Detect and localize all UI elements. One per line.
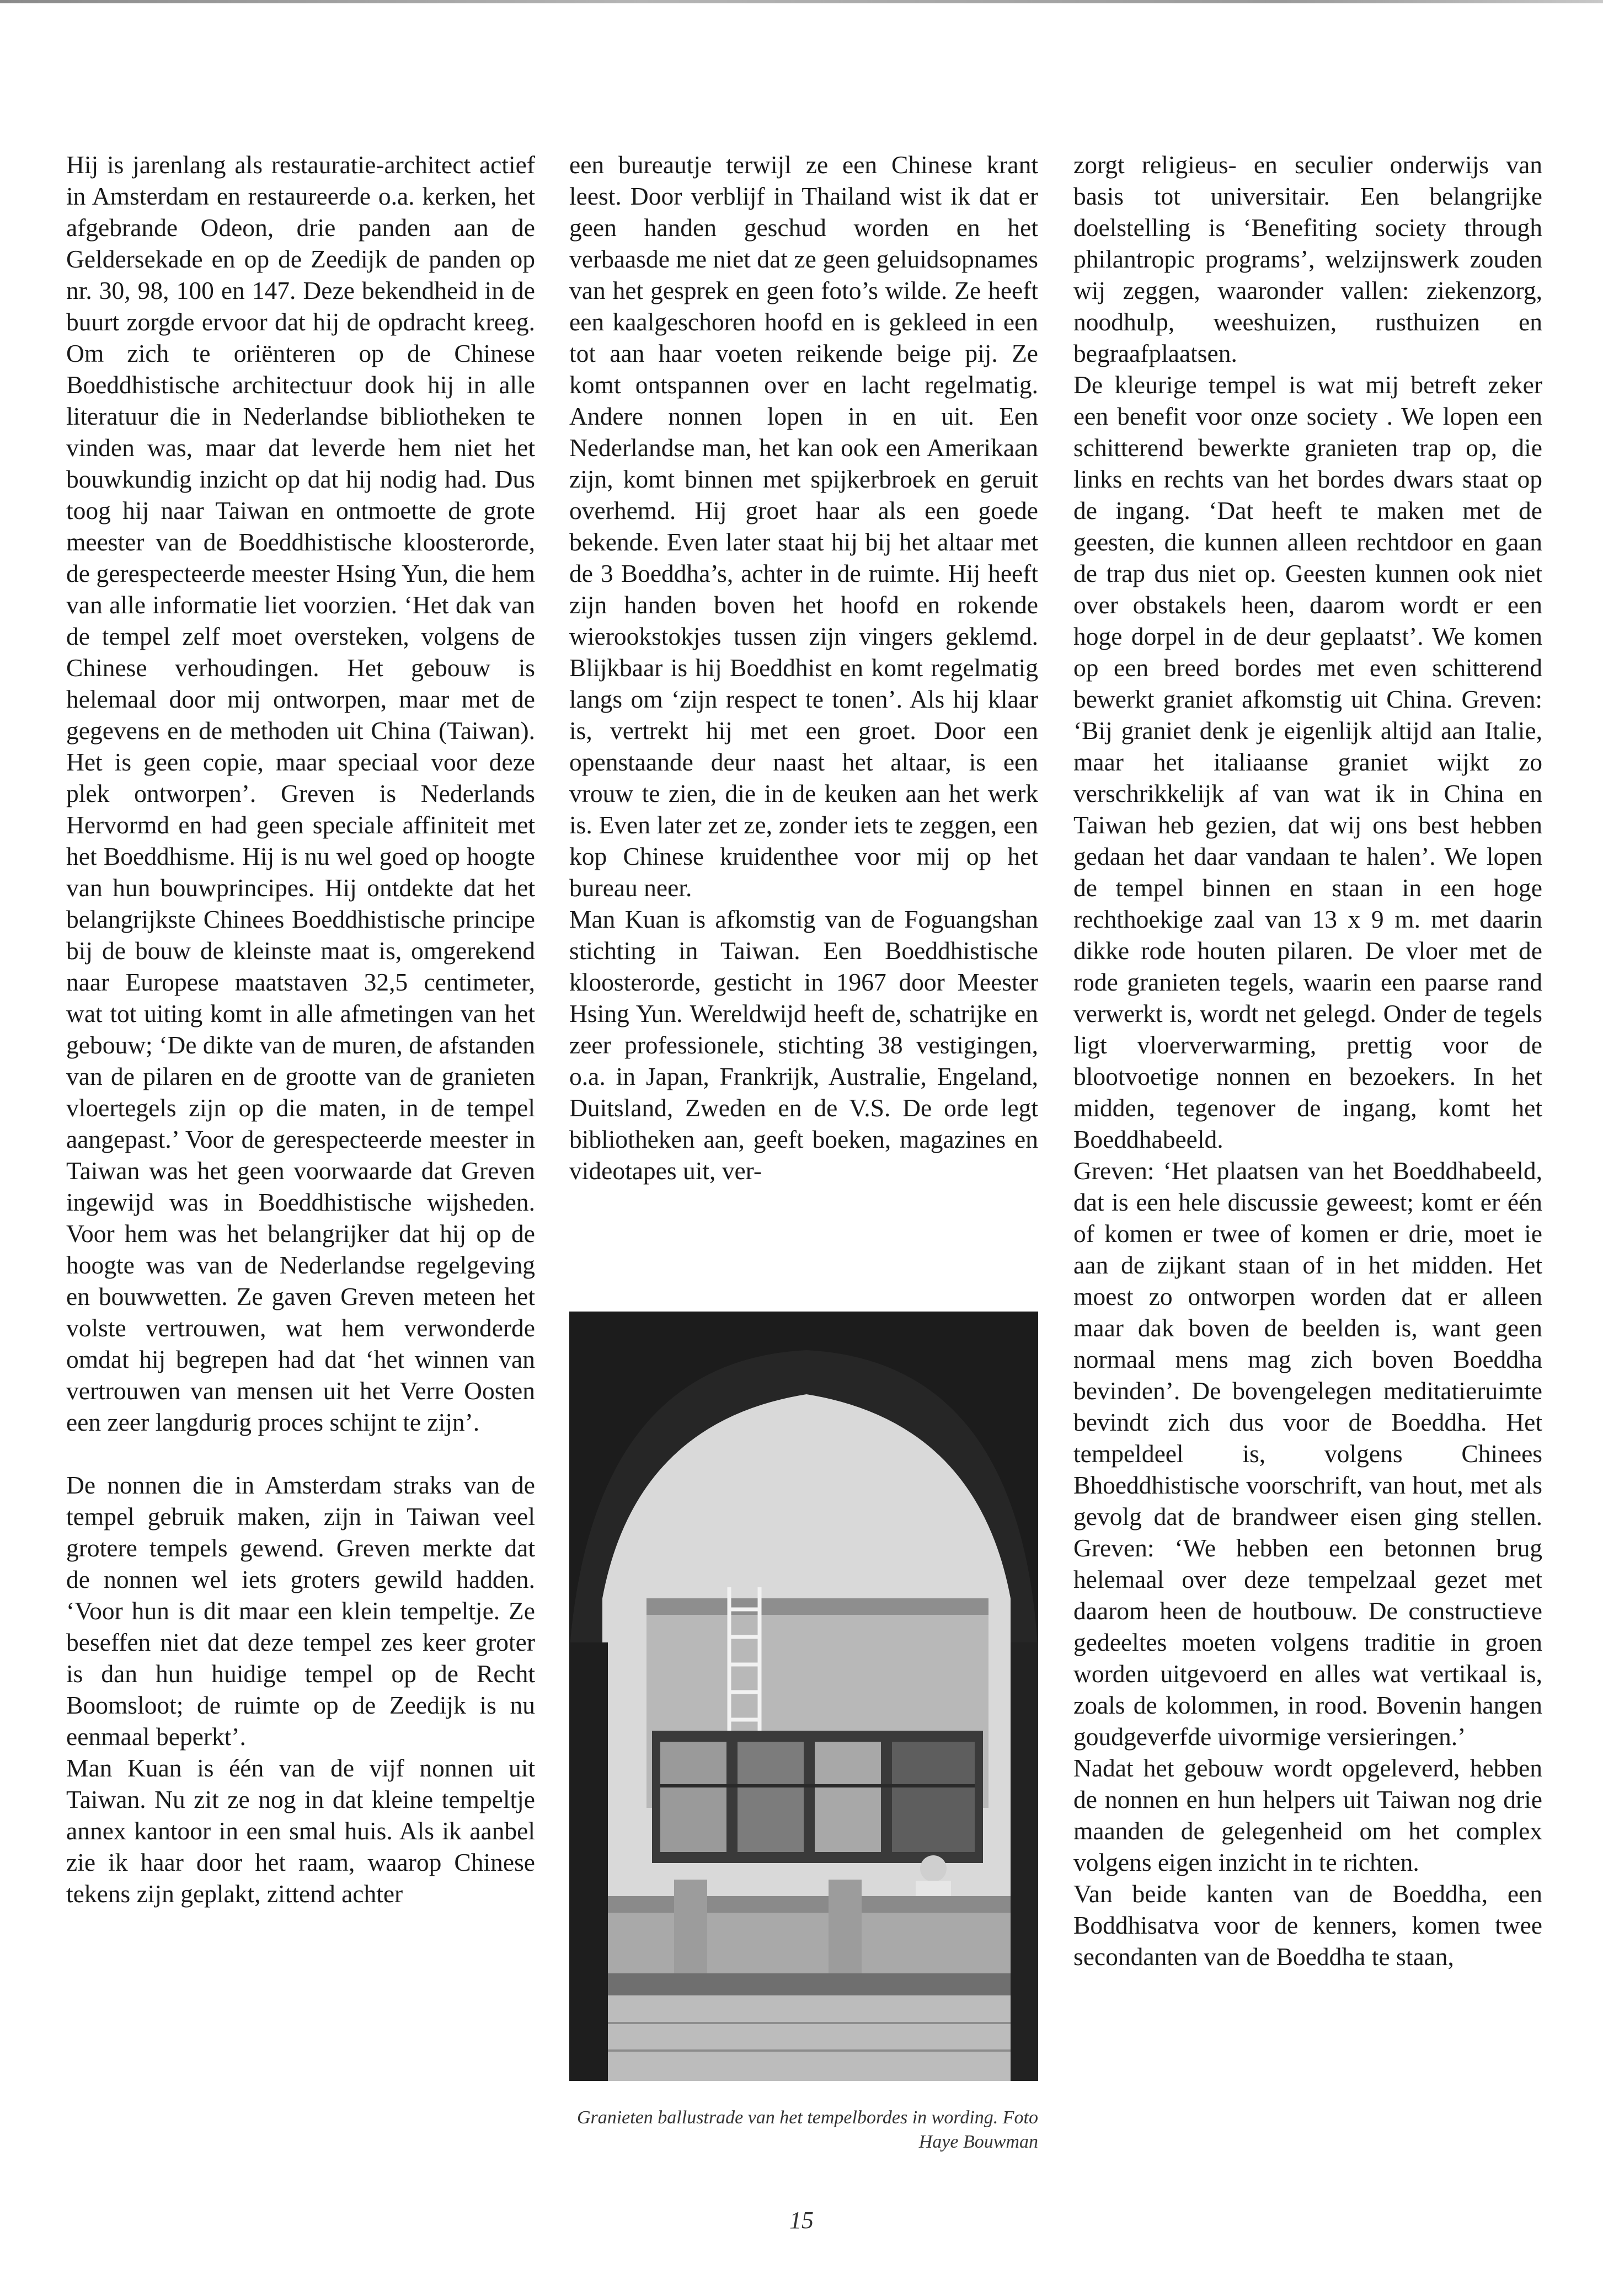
paragraph: Man Kuan is één van de vijf nonnen uit Taiwan. Nu zit ze nog in dat kleine tempeltje annex kantoor in een smal huis. Als ik aanbel zie ik haar door het raam, waarop Chinese tekens zijn geplakt, zittend achter <box>66 1754 535 1908</box>
paragraph: Van beide kanten van de Boeddha, een Boddhisatva voor de kenners, komen twee secondanten van de Boeddha te staan, <box>1073 1880 1542 1971</box>
text-column-2 <box>569 149 1038 1186</box>
paragraph: Man Kuan is afkomstig van de Foguangshan stichting in Taiwan. Een Boeddhistische kloosterorde, gesticht in 1967 door Meester Hsing Yun. Wereldwijd heeft de, schatrijke en zeer professionele, stichting 38 vestigingen, o.a. in Japan, Frankrijk, Australie, Engeland, Duitsland, Zweden en de V.S. De orde legt bibliotheken aan, geeft boeken, magazines en videotapes uit, ver- <box>569 905 1038 1185</box>
text-column-1 <box>66 149 535 1909</box>
window-frames <box>652 1731 983 1863</box>
paragraph: Greven: ‘Het plaatsen van het Boeddhabeeld, dat is een hele discussie geweest; komt er één of komen er twee of komen er drie, moet ie aan de zijkant staan of in het midden. Het moest zo ontworpen worden dat er alleen maar dak boven de beelden is, want geen normaal mens mag zich boven Boeddha bevinden’. De bovengelegen meditatieruimte bevindt zich dus voor de Boeddha. Het tempeldeel is, volgens Chinees Bhoeddhistische voorschrift, van hout, met als gevolg dat de brandweer eisen ging stellen. Greven: ‘We hebben een betonnen brug helemaal over deze tempelzaal gezet met daarom heen de houtbouw. De constructieve gedeeltes moeten volgens traditie in groen worden uitgevoerd en alles wat vertikaal is, zoals de kolommen, in rood. Bovenin hangen goudgeverfde uivormige versieringen.’ <box>1073 1157 1542 1751</box>
paragraph: Nadat het gebouw wordt opgeleverd, hebben de nonnen en hun helpers uit Taiwan nog drie maanden de gelegenheid om het complex volgens eigen inzicht in te richten. <box>1073 1754 1542 1876</box>
granite-balustrade <box>602 1880 1022 2081</box>
photo-caption: Granieten ballustrade van het tempelbordes in wording. Foto Haye Bouwman <box>576 2107 1038 2152</box>
text-column-3 <box>1073 149 1542 1972</box>
paragraph: een bureautje terwijl ze een Chinese krant leest. Door verblijf in Thailand wist ik dat er geen handen geschud worden en het verbaasde me niet dat ze geen geluidsopnames van het gesprek en geen foto’s wilde. Ze heeft een kaalgeschoren hoofd en is gekleed in een tot aan haar voeten reikende beige pij. Ze komt ontspannen over en lacht regelmatig. Andere nonnen lopen in en uit. Een Nederlandse man, het kan ook een Amerikaan zijn, komt binnen met spijkerbroek en geruit overhemd. Hij groet haar als een goede bekende. Even later staat hij bij het altaar met de 3 Boeddha’s, achter in de ruimte. Hij heeft zijn handen boven het hoofd en rokende wierookstokjes tussen zijn vingers geklemd. Blijkbaar is hij Boeddhist en komt regelmatig langs om ‘zijn respect te tonen’. Als hij klaar is, vertrekt hij met een groet. Door een openstaande deur naast het altaar, is een vrouw te zien, die in de keuken aan het werk is. Even later zet ze, zonder iets te zeggen, een kop Chinese kruidenthee voor mij op het bureau neer. <box>569 151 1038 902</box>
photo-illustration <box>569 1312 1038 2081</box>
page-number: 15 <box>789 2207 814 2234</box>
temple-balustrade-photo <box>569 1312 1038 2081</box>
paragraph: De kleurige tempel is wat mij betreft zeker een benefit voor onze society . We lopen een schitterend bewerkte granieten trap op, die links en rechts van het bordes dwars staat op de ingang. ‘Dat heeft te maken met de geesten, die kunnen alleen rechtdoor en gaan de trap dus niet op. Geesten kunnen ook niet over obstakels heen, daarom wordt er een hoge dorpel in de deur geplaatst’. We komen op een breed bordes met even schitterend bewerkt graniet afkomstig uit China. Greven: ‘Bij graniet denk je eigenlijk altijd aan Italie, maar het italiaanse graniet wijkt zo verschrikkelijk af van wat ik in China en Taiwan heb gezien, dat wij ons best hebben gedaan het daar vandaan te halen’. We lopen de tempel binnen en staan in een hoge rechthoekige zaal van 13 x 9 m. met daarin dikke rode houten pilaren. De vloer met de rode granieten tegels, waarin een paarse rand verwerkt is, wordt net gelegd. Onder de tegels ligt vloerverwarming, prettig voor de blootvoetige nonnen en bezoekers. In het midden, tegenover de ingang, komt het Boeddhabeeld. <box>1073 371 1542 1153</box>
paragraph: zorgt religieus- en seculier onderwijs van basis tot universitair. Een belangrijke doelstelling is ‘Benefiting society through philantropic programs’, welzijnswerk zouden wij zeggen, waaronder vallen: ziekenzorg, noodhulp, weeshuizen, rusthuizen en begraafplaatsen. <box>1073 151 1542 367</box>
page-top-edge <box>0 0 1603 3</box>
paragraph: Hij is jarenlang als restauratie-architect actief in Amsterdam en restaureerde o.a. kerken, het afgebrande Odeon, drie panden aan de Geldersekade en op de Zeedijk de panden op nr. 30, 98, 100 en 147. Deze bekendheid in de buurt zorgde ervoor dat hij de opdracht kreeg. Om zich te oriënteren op de Chinese Boeddhistische architectuur dook hij in alle literatuur die in Nederlandse bibliotheken te vinden was, maar dat leverde hem niet het bouwkundig inzicht op dat hij nodig had. Dus toog hij naar Taiwan en ontmoette de grote meester van de Boeddhistische kloosterorde, de gerespecteerde meester Hsing Yun, die hem van alle informatie liet voorzien. ‘Het dak van de tempel zelf moet oversteken, volgens de Chinese verhoudingen. Het gebouw is helemaal door mij ontworpen, maar met de gegevens en de methoden uit China (Taiwan). Het is geen copie, maar speciaal voor deze plek ontworpen’. Greven is Nederlands Hervormd en had geen speciale affiniteit met het Boeddhisme. Hij is nu wel goed op hoogte van hun bouwprincipes. Hij ontdekte dat het belangrijkste Chinees Boeddhistische principe bij de bouw de kleinste maat is, omgerekend naar Europese maatstaven 32,5 centimeter, wat tot uiting komt in alle afmetingen van het gebouw; ‘De dikte van de muren, de afstanden van de pilaren en de grootte van de granieten vloertegels zijn op die maten, in de tempel aangepast.’ Voor de gerespecteerde meester in Taiwan was het geen voorwaarde dat Greven ingewijd was in Boeddhistische wijsheden. Voor hem was het belangrijker dat hij op de hoogte was van de Nederlandse regelgeving en bouwwetten. Ze gaven Greven meteen het volste vertrouwen, wat hem verwonderde omdat hij begrepen had dat ‘het winnen van vertrouwen van mensen uit het Verre Oosten een zeer langdurig proces schijnt te zijn’. <box>66 151 535 1436</box>
paragraph: De nonnen die in Amsterdam straks van de tempel gebruik maken, zijn in Taiwan veel grotere tempels gewend. Greven merkte dat de nonnen wel iets groters gewild hadden. ‘Voor hun is dit maar een klein tempeltje. Ze beseffen niet dat deze tempel zes keer groter is dan hun huidige tempel op de Recht Boomsloot; de ruimte op de Zeedijk is nu eenmaal beperkt’. <box>66 1471 535 1751</box>
